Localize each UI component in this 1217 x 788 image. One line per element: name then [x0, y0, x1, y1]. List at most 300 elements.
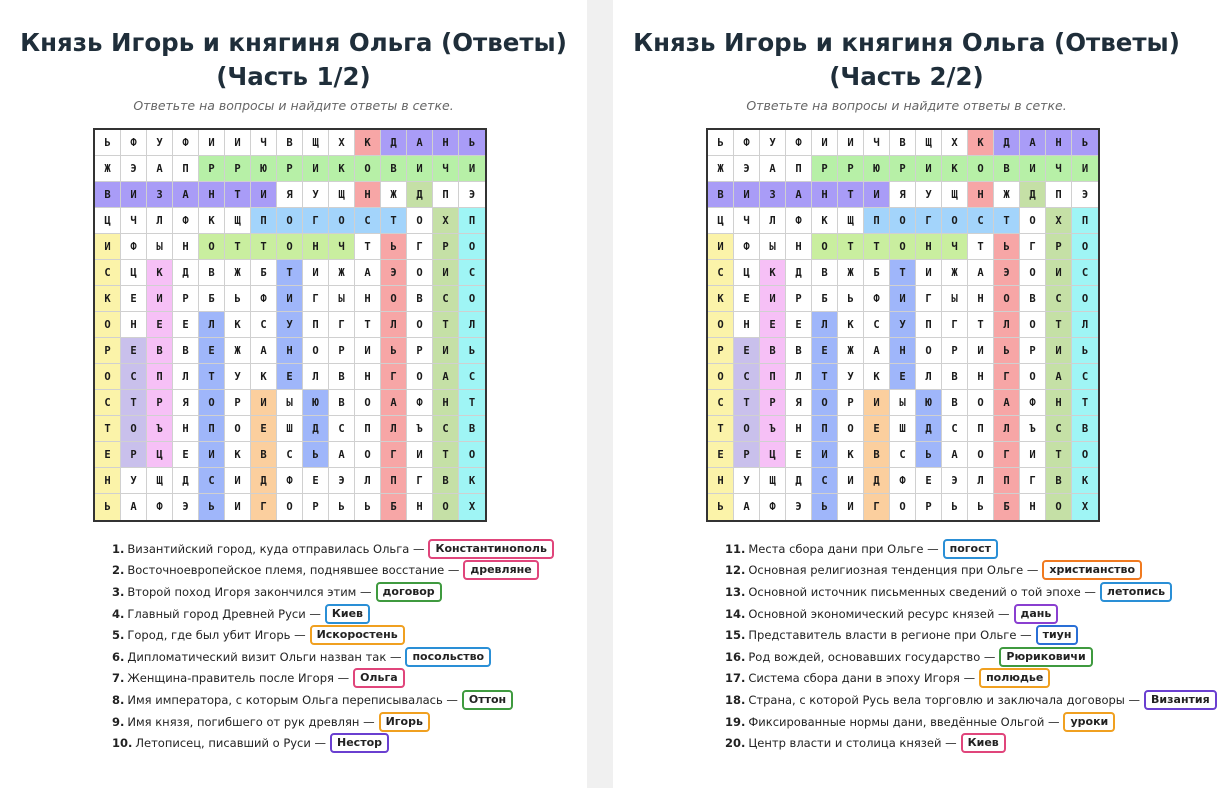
grid-cell: Ы [147, 234, 173, 260]
grid-cell: Н [277, 338, 303, 364]
grid-cell: Ю [251, 156, 277, 182]
grid-cell: К [838, 312, 864, 338]
grid-cell: Ь [225, 286, 251, 312]
grid-cell: С [459, 364, 485, 390]
grid-cell: Г [329, 312, 355, 338]
answer-badge: Оттон [462, 690, 513, 710]
grid-cell: Р [199, 156, 225, 182]
grid-cell: Д [864, 468, 890, 494]
grid-cell: О [890, 494, 916, 520]
grid-cell: О [277, 234, 303, 260]
grid-cell: Ь [459, 130, 485, 156]
grid-cell: Ф [277, 468, 303, 494]
grid-cell: Е [121, 286, 147, 312]
page-title [613, 26, 1200, 94]
clue-number: 9. [112, 714, 125, 729]
grid-cell: В [277, 130, 303, 156]
grid-cell: И [121, 182, 147, 208]
grid-cell: Г [381, 442, 407, 468]
grid-cell: И [812, 130, 838, 156]
clue-number: 8. [112, 692, 125, 707]
grid-cell: А [381, 390, 407, 416]
grid-cell: Т [381, 208, 407, 234]
grid-cell: Х [942, 130, 968, 156]
grid-cell: А [329, 442, 355, 468]
grid-cell: И [838, 130, 864, 156]
answer-badge: Нестор [330, 733, 389, 753]
grid-cell: Ь [381, 338, 407, 364]
grid-cell: О [381, 286, 407, 312]
grid-cell: С [329, 416, 355, 442]
grid-cell: Д [407, 182, 433, 208]
grid-cell: Н [734, 312, 760, 338]
grid-cell: Ж [994, 182, 1020, 208]
grid-cell: П [147, 364, 173, 390]
grid-cell: Щ [329, 182, 355, 208]
grid-cell: Я [786, 390, 812, 416]
grid-cell: Ц [147, 442, 173, 468]
grid-cell: О [968, 390, 994, 416]
grid-cell: Н [173, 234, 199, 260]
grid-cell: Т [994, 208, 1020, 234]
grid-cell: И [734, 182, 760, 208]
grid-cell: И [1046, 260, 1072, 286]
title-line-2: (Часть 2/2) [829, 62, 984, 91]
grid-cell: Ы [329, 286, 355, 312]
answer-badge: Киев [325, 604, 370, 624]
grid-cell: О [433, 494, 459, 520]
grid-cell: Э [121, 156, 147, 182]
grid-cell: Н [968, 182, 994, 208]
clue-number: 13. [725, 584, 746, 599]
grid-cell: Т [968, 234, 994, 260]
grid-cell: У [734, 468, 760, 494]
grid-cell: К [147, 260, 173, 286]
grid-cell: У [147, 130, 173, 156]
grid-cell: Р [786, 286, 812, 312]
grid-cell: Р [121, 442, 147, 468]
grid-cell: Т [864, 234, 890, 260]
page-gutter [587, 0, 613, 788]
grid-cell: А [433, 364, 459, 390]
grid-cell: Ь [708, 130, 734, 156]
grid-cell: В [1072, 416, 1098, 442]
grid-cell: У [121, 468, 147, 494]
grid-cell: О [1072, 442, 1098, 468]
grid-cell: Ъ [760, 416, 786, 442]
grid-cell: И [864, 390, 890, 416]
grid-cell: Ф [121, 234, 147, 260]
grid-cell: О [708, 364, 734, 390]
grid-cell: Н [1046, 390, 1072, 416]
grid-cell: И [459, 156, 485, 182]
answer-badge: древляне [463, 560, 538, 580]
grid-cell: Т [734, 390, 760, 416]
grid-cell: Д [173, 468, 199, 494]
grid-cell: Н [1046, 130, 1072, 156]
answer-badge: Константинополь [428, 539, 553, 559]
grid-cell: И [147, 286, 173, 312]
grid-cell: Н [708, 468, 734, 494]
grid-cell: Г [864, 494, 890, 520]
grid-cell: И [251, 390, 277, 416]
grid-cell: Д [786, 468, 812, 494]
grid-cell: Д [786, 260, 812, 286]
grid-cell: П [916, 312, 942, 338]
clue-item [725, 646, 1200, 668]
grid-cell: Ф [786, 130, 812, 156]
grid-cell: Э [381, 260, 407, 286]
grid-cell: О [459, 234, 485, 260]
grid-cell: Ж [225, 338, 251, 364]
grid-cell: Ч [433, 156, 459, 182]
answer-badge: тиун [1036, 625, 1079, 645]
grid-cell: А [994, 390, 1020, 416]
clue-number: 16. [725, 649, 746, 664]
clue-text: Род вождей, основавших государство — [748, 649, 996, 664]
grid-cell: Т [225, 182, 251, 208]
answer-badge: Игорь [379, 712, 430, 732]
grid-cell: Р [916, 494, 942, 520]
grid-cell: К [251, 364, 277, 390]
grid-cell: Р [942, 338, 968, 364]
grid-cell: Ж [708, 156, 734, 182]
clue-number: 6. [112, 649, 125, 664]
grid-cell: Ь [95, 130, 121, 156]
grid-cell: Н [890, 338, 916, 364]
grid-cell: Г [1020, 468, 1046, 494]
grid-cell: Ч [734, 208, 760, 234]
grid-cell: Ь [329, 494, 355, 520]
grid-cell: А [1046, 364, 1072, 390]
clue-number: 2. [112, 563, 125, 578]
grid-cell: Ь [303, 442, 329, 468]
grid-cell: О [734, 416, 760, 442]
clue-number: 7. [112, 671, 125, 686]
grid-cell: О [407, 312, 433, 338]
grid-cell: А [173, 182, 199, 208]
grid-cell: Ь [994, 234, 1020, 260]
grid-cell: Е [251, 416, 277, 442]
grid-cell: К [708, 286, 734, 312]
clue-text: Места сбора дани при Ольге — [748, 541, 939, 556]
grid-cell: О [812, 234, 838, 260]
grid-cell: П [864, 208, 890, 234]
grid-cell: И [968, 338, 994, 364]
clue-text: Восточноевропейское племя, поднявшее восстание — [127, 563, 460, 578]
grid-cell: Е [734, 338, 760, 364]
grid-cell: Т [95, 416, 121, 442]
word-search-grid [93, 128, 487, 522]
grid-cell: Ф [786, 208, 812, 234]
grid-cell: Ь [838, 286, 864, 312]
grid-cell: С [864, 312, 890, 338]
grid-cell: Т [838, 234, 864, 260]
grid-cell: Б [381, 494, 407, 520]
grid-cell: И [407, 156, 433, 182]
grid-cell: Г [916, 208, 942, 234]
grid-cell: Ф [173, 130, 199, 156]
grid-cell: Е [303, 468, 329, 494]
grid-cell: Ь [1072, 338, 1098, 364]
grid-cell: Л [147, 208, 173, 234]
grid-cell: П [812, 416, 838, 442]
grid-cell: С [95, 390, 121, 416]
grid-cell: Р [277, 156, 303, 182]
grid-cell: О [1020, 312, 1046, 338]
grid-cell: В [329, 390, 355, 416]
grid-cell: Т [251, 234, 277, 260]
grid-cell: С [1072, 260, 1098, 286]
grid-cell: О [1020, 208, 1046, 234]
grid-cell: О [459, 286, 485, 312]
grid-cell: Н [433, 390, 459, 416]
grid-cell: Т [121, 390, 147, 416]
instructions: Ответьте на вопросы и найдите ответы в сетке. [133, 98, 454, 113]
answer-badge: полюдье [979, 668, 1050, 688]
grid-cell: А [147, 156, 173, 182]
grid-cell: Н [433, 130, 459, 156]
grid-cell: О [942, 208, 968, 234]
grid-cell: И [251, 182, 277, 208]
clue-text: Летописец, писавший о Руси — [135, 736, 327, 751]
grid-cell: Ъ [1020, 416, 1046, 442]
grid-cell: Г [251, 494, 277, 520]
grid-cell: Щ [303, 130, 329, 156]
grid-cell: Н [355, 364, 381, 390]
grid-cell: У [303, 182, 329, 208]
grid-cell: Т [277, 260, 303, 286]
grid-cell: Ф [173, 208, 199, 234]
grid-cell: О [95, 364, 121, 390]
grid-cell: Е [199, 338, 225, 364]
clue-item [112, 624, 587, 646]
grid-cell: Ч [864, 130, 890, 156]
grid-cell: И [433, 260, 459, 286]
grid-cell: О [1046, 494, 1072, 520]
grid-cell: Т [812, 364, 838, 390]
grid-cell: Д [303, 416, 329, 442]
grid-cell: Г [407, 234, 433, 260]
grid-cell: Л [459, 312, 485, 338]
grid-cell: У [890, 312, 916, 338]
grid-cell: Л [994, 416, 1020, 442]
grid-cell: Ь [994, 338, 1020, 364]
grid-cell: А [355, 260, 381, 286]
answer-badge: Киев [961, 733, 1006, 753]
grid-cell: Е [786, 312, 812, 338]
clue-text: Основной источник письменных сведений о той эпохе — [748, 584, 1096, 599]
grid-cell: А [121, 494, 147, 520]
grid-cell: Ш [890, 416, 916, 442]
grid-cell: О [95, 312, 121, 338]
grid-cell: С [1046, 416, 1072, 442]
grid-cell: Щ [225, 208, 251, 234]
grid-cell: В [1046, 468, 1072, 494]
grid-cell: О [968, 442, 994, 468]
grid-cell: А [251, 338, 277, 364]
grid-cell: Т [355, 312, 381, 338]
grid-cell: И [838, 494, 864, 520]
grid-cell: Л [786, 364, 812, 390]
grid-cell: В [381, 156, 407, 182]
clue-item [725, 668, 1200, 690]
grid-cell: С [355, 208, 381, 234]
worksheet-page-1 [0, 0, 587, 788]
grid-cell: Е [121, 338, 147, 364]
grid-cell: О [1072, 286, 1098, 312]
clue-text: Женщина-правитель после Игоря — [127, 671, 350, 686]
grid-cell: И [864, 182, 890, 208]
grid-cell: Б [812, 286, 838, 312]
grid-cell: Ц [708, 208, 734, 234]
clue-number: 12. [725, 563, 746, 578]
grid-cell: П [173, 156, 199, 182]
grid-cell: И [838, 468, 864, 494]
grid-cell: Е [147, 312, 173, 338]
clue-item [112, 732, 587, 754]
word-search-grid [706, 128, 1100, 522]
grid-cell: У [760, 130, 786, 156]
grid-cell: С [459, 260, 485, 286]
grid-cell: К [812, 208, 838, 234]
grid-cell: Ь [812, 494, 838, 520]
grid-cell: В [708, 182, 734, 208]
title-line-1: Князь Игорь и княгиня Ольга (Ответы) [20, 28, 567, 57]
grid-cell: О [199, 390, 225, 416]
grid-cell: Р [760, 390, 786, 416]
grid-cell: Ж [838, 260, 864, 286]
grid-cell: Э [173, 494, 199, 520]
grid-cell: Р [838, 390, 864, 416]
grid-cell: О [355, 390, 381, 416]
grid-cell: В [251, 442, 277, 468]
grid-cell: А [942, 442, 968, 468]
grid-cell: К [225, 442, 251, 468]
grid-cell: О [407, 208, 433, 234]
grid-cell: Б [199, 286, 225, 312]
grid-cell: Я [277, 182, 303, 208]
grid-cell: В [942, 364, 968, 390]
grid-cell: Р [1020, 338, 1046, 364]
grid-cell: К [225, 312, 251, 338]
grid-cell: Ф [147, 494, 173, 520]
grid-cell: Н [173, 416, 199, 442]
title-line-2: (Часть 1/2) [216, 62, 371, 91]
grid-cell: О [355, 156, 381, 182]
answer-badge: Рюриковичи [999, 647, 1092, 667]
grid-cell: Е [864, 416, 890, 442]
clue-number: 1. [112, 541, 125, 556]
grid-cell: Ю [864, 156, 890, 182]
grid-cell: А [864, 338, 890, 364]
grid-cell: А [407, 130, 433, 156]
grid-cell: П [381, 468, 407, 494]
grid-cell: Т [1046, 312, 1072, 338]
grid-cell: Е [95, 442, 121, 468]
grid-cell: Н [95, 468, 121, 494]
grid-cell: Т [433, 312, 459, 338]
clue-list [112, 538, 587, 754]
grid-cell: Ж [95, 156, 121, 182]
grid-cell: Т [890, 260, 916, 286]
grid-cell: Р [95, 338, 121, 364]
grid-cell: Э [942, 468, 968, 494]
grid-cell: Е [760, 312, 786, 338]
grid-cell: Р [173, 286, 199, 312]
grid-cell: Н [121, 312, 147, 338]
grid-cell: В [407, 286, 433, 312]
grid-cell: Е [812, 338, 838, 364]
grid-cell: С [433, 286, 459, 312]
clue-number: 14. [725, 606, 746, 621]
grid-cell: Б [994, 494, 1020, 520]
grid-cell: Ф [1020, 390, 1046, 416]
grid-cell: П [786, 156, 812, 182]
grid-cell: К [760, 260, 786, 286]
clue-text: Основная религиозная тенденция при Ольге — [748, 563, 1039, 578]
answer-badge: погост [943, 539, 998, 559]
grid-cell: Д [381, 130, 407, 156]
answer-badge: дань [1014, 604, 1059, 624]
grid-cell: В [994, 156, 1020, 182]
grid-cell: П [459, 208, 485, 234]
grid-cell: И [225, 468, 251, 494]
grid-cell: И [890, 286, 916, 312]
grid-cell: П [1046, 182, 1072, 208]
grid-cell: К [864, 364, 890, 390]
clue-item [725, 538, 1200, 560]
clue-item [725, 624, 1200, 646]
grid-cell: В [199, 260, 225, 286]
grid-cell: Н [407, 494, 433, 520]
grid-cell: И [433, 338, 459, 364]
grid-cell: Е [916, 468, 942, 494]
grid-cell: Ч [121, 208, 147, 234]
grid-cell: Р [329, 338, 355, 364]
grid-cell: Л [355, 468, 381, 494]
grid-cell: Л [812, 312, 838, 338]
grid-cell: Л [199, 312, 225, 338]
answer-badge: Ольга [353, 668, 405, 688]
grid-cell: С [433, 416, 459, 442]
grid-cell: С [890, 442, 916, 468]
grid-cell: Д [916, 416, 942, 442]
grid-cell: С [734, 364, 760, 390]
grid-cell: И [277, 286, 303, 312]
grid-cell: Г [381, 364, 407, 390]
clue-number: 17. [725, 671, 746, 686]
clue-number: 5. [112, 628, 125, 643]
grid-cell: О [916, 338, 942, 364]
grid-cell: Г [916, 286, 942, 312]
grid-cell: О [303, 338, 329, 364]
worksheet-page-2 [613, 0, 1210, 788]
grid-cell: Ф [251, 286, 277, 312]
grid-cell: Т [433, 442, 459, 468]
grid-cell: Н [199, 182, 225, 208]
clue-item [112, 711, 587, 733]
grid-cell: Е [277, 364, 303, 390]
grid-cell: Н [303, 234, 329, 260]
clue-text: Главный город Древней Руси — [127, 606, 321, 621]
grid-cell: С [1046, 286, 1072, 312]
grid-cell: Э [994, 260, 1020, 286]
grid-cell: П [760, 364, 786, 390]
grid-cell: Ь [459, 338, 485, 364]
clue-text: Центр власти и столица князей — [748, 736, 957, 751]
grid-cell: Ь [199, 494, 225, 520]
